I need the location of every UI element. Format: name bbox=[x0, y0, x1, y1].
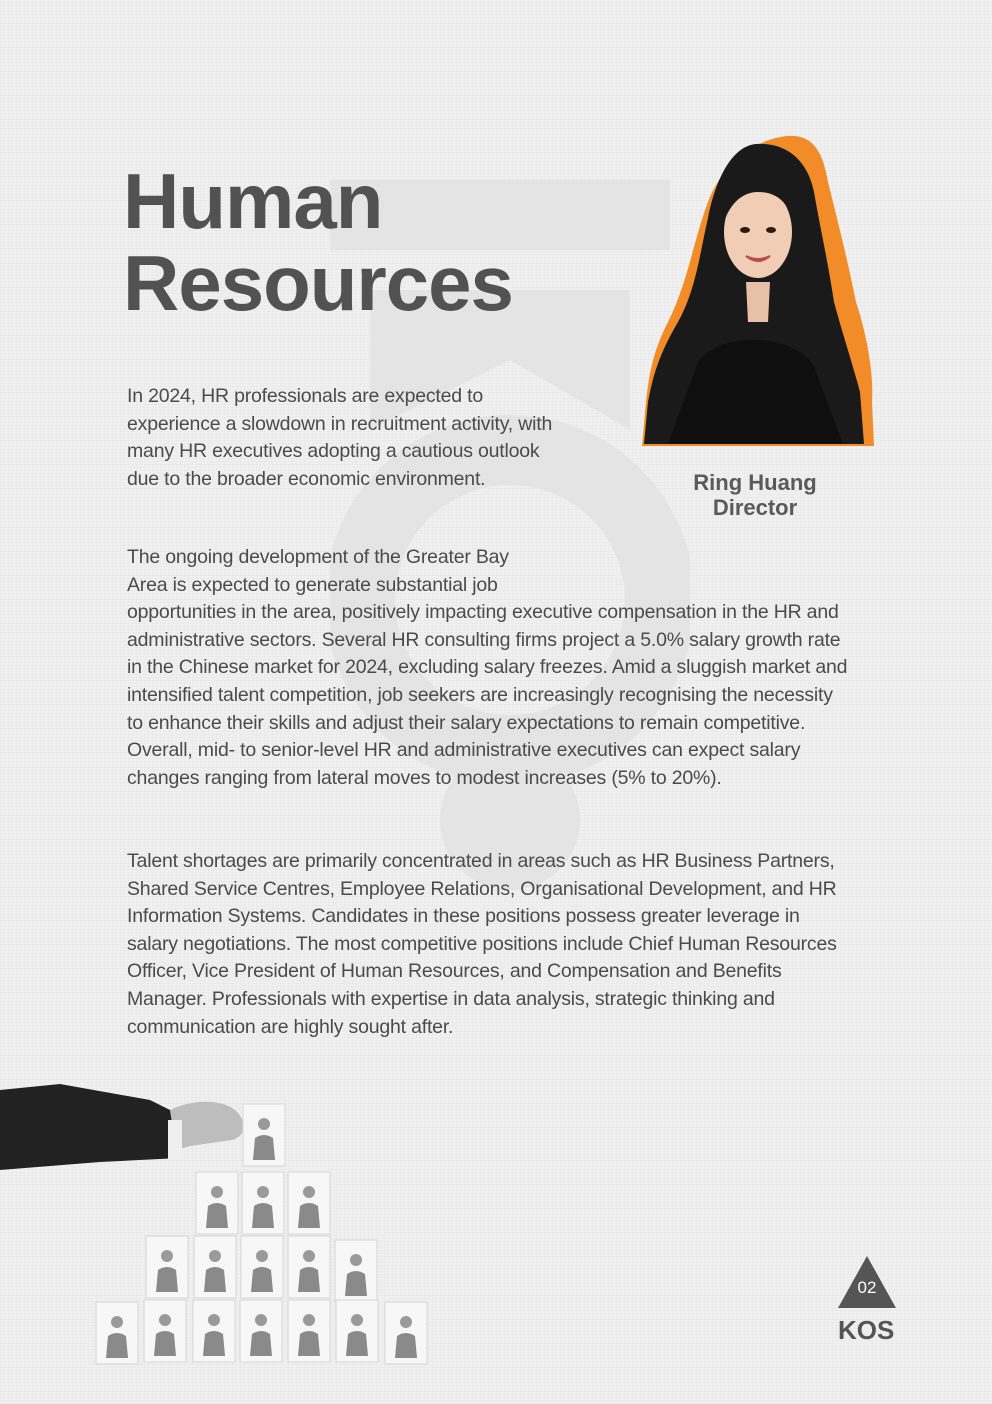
person-name: Ring Huang bbox=[693, 470, 817, 495]
people-pyramid-illustration bbox=[0, 1080, 440, 1380]
paragraph-gba-rest: opportunities in the area, positively impacting executive compensation in the HR and administrative sectors. Several HR consulting firms project a 5.0% salary growth rate in the Chinese market for 2024, excluding salary freezes. Amid a sluggish market and intensified talent competition, job seekers are increasingly recognising the necessity to enhance their skills and adjust their salary expectations to remain competitive. Overall, mid- to senior-level HR and administrative executives can expect salary changes ranging from lateral moves to modest increases (5% to 20%). bbox=[127, 601, 848, 789]
company-logo: KOS bbox=[838, 1315, 895, 1345]
person-role: Director bbox=[712, 495, 798, 520]
title-line-1: Human bbox=[123, 157, 383, 245]
title-line-2: Resources bbox=[123, 239, 513, 327]
portrait-photo bbox=[638, 132, 874, 446]
page-title bbox=[123, 157, 513, 327]
page-number: 02 bbox=[857, 1278, 877, 1297]
paragraph-gba-start: The ongoing development of the Greater Bay Area is expected to generate substantial job bbox=[127, 546, 509, 596]
paragraph-intro: In 2024, HR professionals are expected to experience a slowdown in recruitment activity, with many HR executives adopting a cautious outlook due to the broader economic environment. bbox=[127, 385, 553, 490]
paragraph-gba bbox=[127, 544, 852, 792]
paragraph-talent: Talent shortages are primarily concentrated in areas such as HR Business Partners, Shared Service Centres, Employee Relations, Organisational Development, and HR Information Systems. Candidates in these positions possess greater leverage in salary negotiations. The most competitive positions include Chief Human Resources Officer, Vice President of Human Resources, and Compensation and Benefits Manager. Professionals with expertise in data analysis, strategic thinking and communication are highly sought after. bbox=[127, 850, 837, 1038]
